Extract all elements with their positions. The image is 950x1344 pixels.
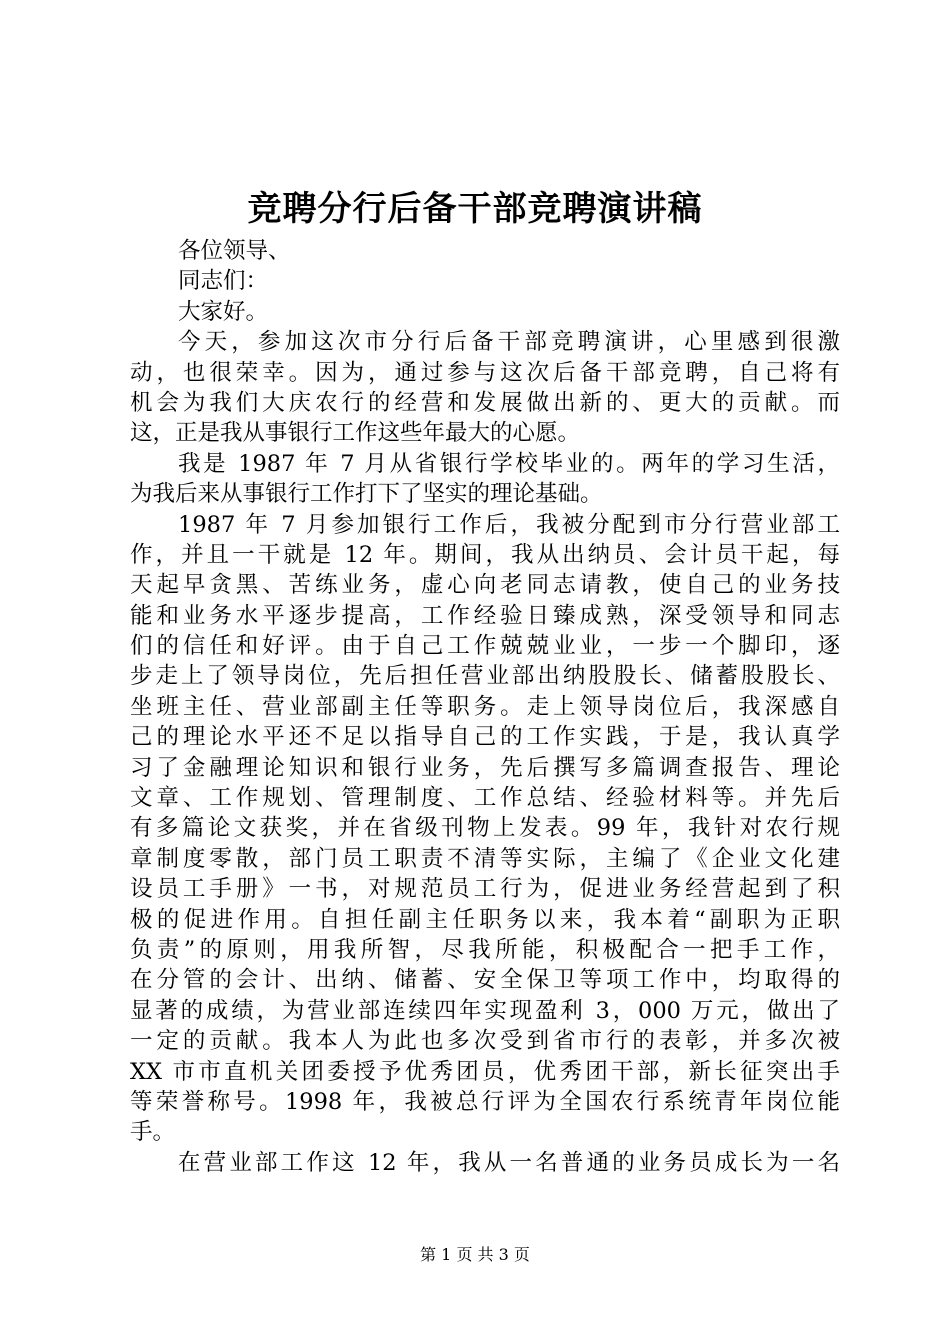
document-body <box>130 236 840 1178</box>
body-text-line: 能和业务水平逐步提高，工作经验日臻成熟，深受领导和同志 <box>130 602 840 629</box>
body-text-line: 在分管的会计、出纳、储蓄、安全保卫等项工作中，均取得的 <box>130 967 840 994</box>
body-text-line: 为我后来从事银行工作打下了坚实的理论基础。 <box>130 481 603 508</box>
body-text-line: 有多篇论文获奖，并在省级刊物上发表。99 年，我针对农行规 <box>130 815 840 842</box>
body-text-line: 一定的贡献。我本人为此也多次受到省市行的表彰，并多次被 <box>130 1028 840 1055</box>
body-text-line: 作，并且一干就是 12 年。期间，我从出纳员、会计员干起，每 <box>130 541 840 568</box>
document-title: 竞聘分行后备干部竞聘演讲稿 <box>247 189 703 229</box>
page-footer: 第 1 页 共 3 页 <box>420 1245 530 1264</box>
body-text-line: 大家好。 <box>178 298 269 325</box>
body-text-line: 机会为我们大庆农行的经营和发展做出新的、更大的贡献。而 <box>130 389 840 416</box>
body-text-line: 步走上了领导岗位，先后担任营业部出纳股股长、储蓄股股长、 <box>130 663 840 690</box>
body-text-line: 在营业部工作这 12 年，我从一名普通的业务员成长为一名 <box>178 1149 840 1176</box>
body-text-line: 习了金融理论知识和银行业务，先后撰写多篇调查报告、理论 <box>130 754 840 781</box>
body-text-line: 显著的成绩，为营业部连续四年实现盈利 3，000 万元，做出了 <box>130 997 840 1024</box>
body-text-line: 1987 年 7 月参加银行工作后，我被分配到市分行营业部工 <box>178 511 840 538</box>
body-text-line: 天起早贪黑、苦练业务，虚心向老同志请教，使自己的业务技 <box>130 572 840 599</box>
body-text-line: 今天，参加这次市分行后备干部竞聘演讲，心里感到很激 <box>178 329 840 356</box>
body-text-line: 动，也很荣幸。因为，通过参与这次后备干部竞聘，自己将有 <box>130 359 840 386</box>
body-text-line: 设员工手册》一书，对规范员工行为，促进业务经营起到了积 <box>130 876 840 903</box>
body-text-line: 文章、工作规划、管理制度、工作总结、经验材料等。并先后 <box>130 785 840 812</box>
body-text-line: XX 市市直机关团委授予优秀团员，优秀团干部，新长征突出手 <box>130 1058 840 1085</box>
body-text-line: 己的理论水平还不足以指导自己的工作实践，于是，我认真学 <box>130 724 840 751</box>
body-text-line: 同志们： <box>178 268 269 295</box>
body-text-line: 手。 <box>130 1119 176 1146</box>
body-text-line: 极的促进作用。自担任副主任职务以来，我本着“副职为正职 <box>130 906 840 933</box>
body-text-line: 这，正是我从事银行工作这些年最大的心愿。 <box>130 420 581 447</box>
body-text-line: 负责”的原则，用我所智，尽我所能，积极配合一把手工作， <box>130 936 840 963</box>
body-text-line: 各位领导、 <box>178 238 291 264</box>
body-text-line: 等荣誉称号。1998 年，我被总行评为全国农行系统青年岗位能 <box>130 1088 840 1115</box>
body-text-line: 们的信任和好评。由于自己工作兢兢业业，一步一个脚印，逐 <box>130 633 840 660</box>
body-text-line: 我是 1987 年 7 月从省银行学校毕业的。两年的学习生活， <box>178 450 840 477</box>
body-text-line: 章制度零散，部门员工职责不清等实际，主编了《企业文化建 <box>130 845 840 872</box>
body-text-line: 坐班主任、营业部副主任等职务。走上领导岗位后，我深感自 <box>130 693 840 720</box>
